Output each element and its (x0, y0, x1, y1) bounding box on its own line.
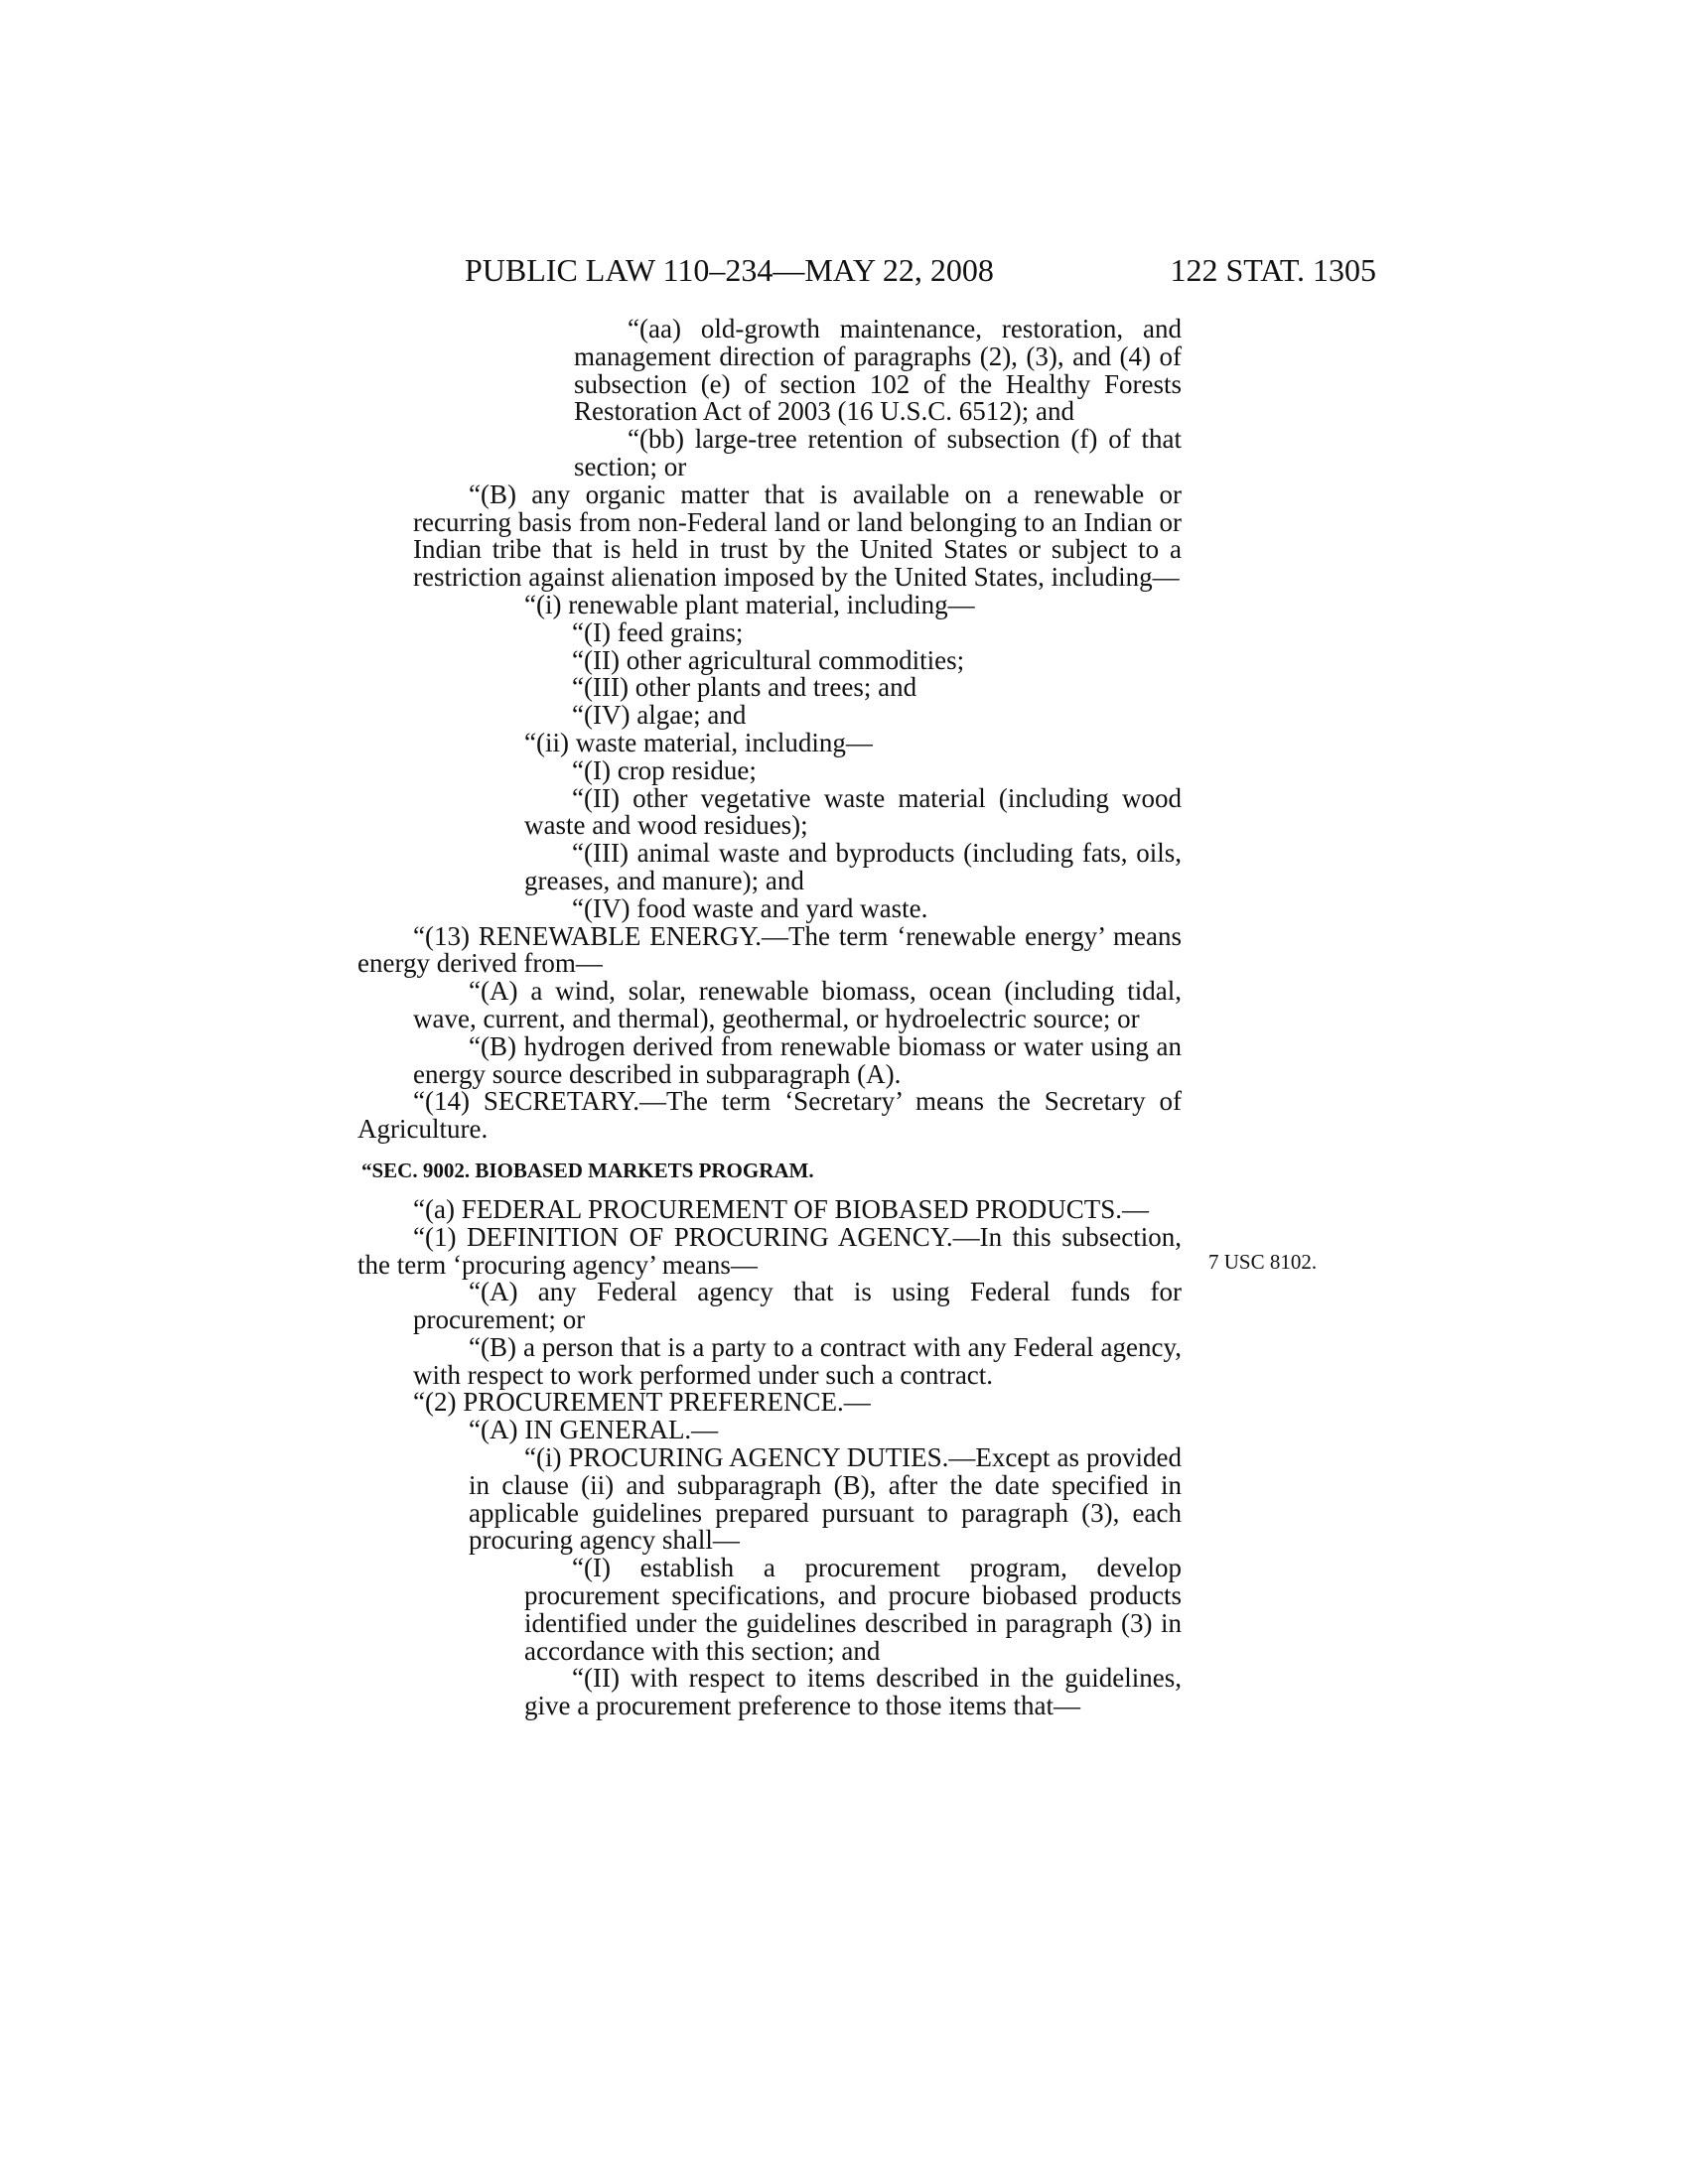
clause-ii: “(ii) waste material, including— (524, 727, 873, 757)
running-header (465, 250, 1376, 290)
subclause-i-3: “(III) other plants and trees; and (572, 672, 917, 703)
running-header-title: PUBLIC LAW 110–234—MAY 22, 2008 (465, 252, 994, 288)
subclause-i-1: “(I) feed grains; (572, 616, 744, 647)
clause-aa: “(aa) old-growth maintenance, restoration, and management direction of paragraphs (2), (3), and (4) of subsection (e) of section 102 of the Healthy Forests Restoration Act of 2003 (16 U.S.C. 6512); and (574, 314, 1182, 427)
subclause-i-2: “(II) other agricultural commodities; (572, 644, 965, 675)
subclause-ii-3: “(III) animal waste and byproducts (including fats, oils, greases, and manure); and (524, 838, 1182, 895)
subclause-ii-1: “(I) crop residue; (572, 754, 757, 785)
subclause-a-2-a-i-2: “(II) with respect to items described in the guidelines, give a procurement preference to those items that— (524, 1663, 1182, 1721)
clause-a-2-a-i: “(i) PROCURING AGENCY DUTIES.—Except as provided in clause (ii) and subparagraph (B), after the date specified in applicable guidelines prepared pursuant to paragraph (3), each procuring agency shall— (469, 1442, 1182, 1556)
subsection-a: “(a) FEDERAL PROCUREMENT OF BIOBASED PRODUCTS.— (413, 1193, 1150, 1224)
paragraph-a-1-a: “(A) any Federal agency that is using Federal funds for procurement; or (413, 1277, 1182, 1335)
section-heading: “SEC. 9002. BIOBASED MARKETS PROGRAM. (361, 1158, 814, 1182)
paragraph-13-b: “(B) hydrogen derived from renewable biomass or water using an energy source described in subparagraph (A). (413, 1030, 1182, 1089)
subclause-ii-2: “(II) other vegetative waste material (including wood waste and wood residues); (524, 782, 1182, 841)
clause-bb: “(bb) large-tree retention of subsection (f) of that section; or (574, 424, 1182, 481)
subparagraph-b: “(B) any organic matter that is available on a renewable or recurring basis from non-Federal land or land belonging to an Indian or Indian tribe that is held in trust by the United States or subject to a restriction against alienation imposed by the United States, including— (413, 478, 1182, 593)
paragraph-a-2: “(2) PROCUREMENT PREFERENCE.— (413, 1387, 871, 1418)
page-number: 122 STAT. 1305 (1170, 252, 1376, 288)
clause-i: “(i) renewable plant material, including— (524, 589, 975, 619)
paragraph-13-a: “(A) a wind, solar, renewable biomass, ocean (including tidal, wave, current, and thermal), geothermal, or hydroelectric source; or (413, 976, 1182, 1033)
paragraph-13: “(13) RENEWABLE ENERGY.—The term ‘renewable energy’ means energy derived from— (357, 920, 1182, 979)
paragraph-a-2-a: “(A) IN GENERAL.— (469, 1415, 719, 1445)
subclause-ii-4: “(IV) food waste and yard waste. (572, 892, 928, 923)
paragraph-a-1-b: “(B) a person that is a party to a contract with any Federal agency, with respect to work performed under such a contract. (413, 1331, 1182, 1390)
subclause-i-4: “(IV) algae; and (572, 700, 747, 731)
document-body (357, 316, 1182, 1720)
paragraph-a-1: “(1) DEFINITION OF PROCURING AGENCY.—In this subsection, the term ‘procuring agency’ means— (357, 1221, 1182, 1280)
marginal-note: 7 USC 8102. (1208, 1250, 1318, 1274)
subclause-a-2-a-i-1: “(I) establish a procurement program, develop procurement specifications, and procure biobased products identified under the guidelines described in paragraph (3) in accordance with this section; and (524, 1553, 1182, 1666)
paragraph-14: “(14) SECRETARY.—The term ‘Secretary’ means the Secretary of Agriculture. (357, 1086, 1182, 1145)
